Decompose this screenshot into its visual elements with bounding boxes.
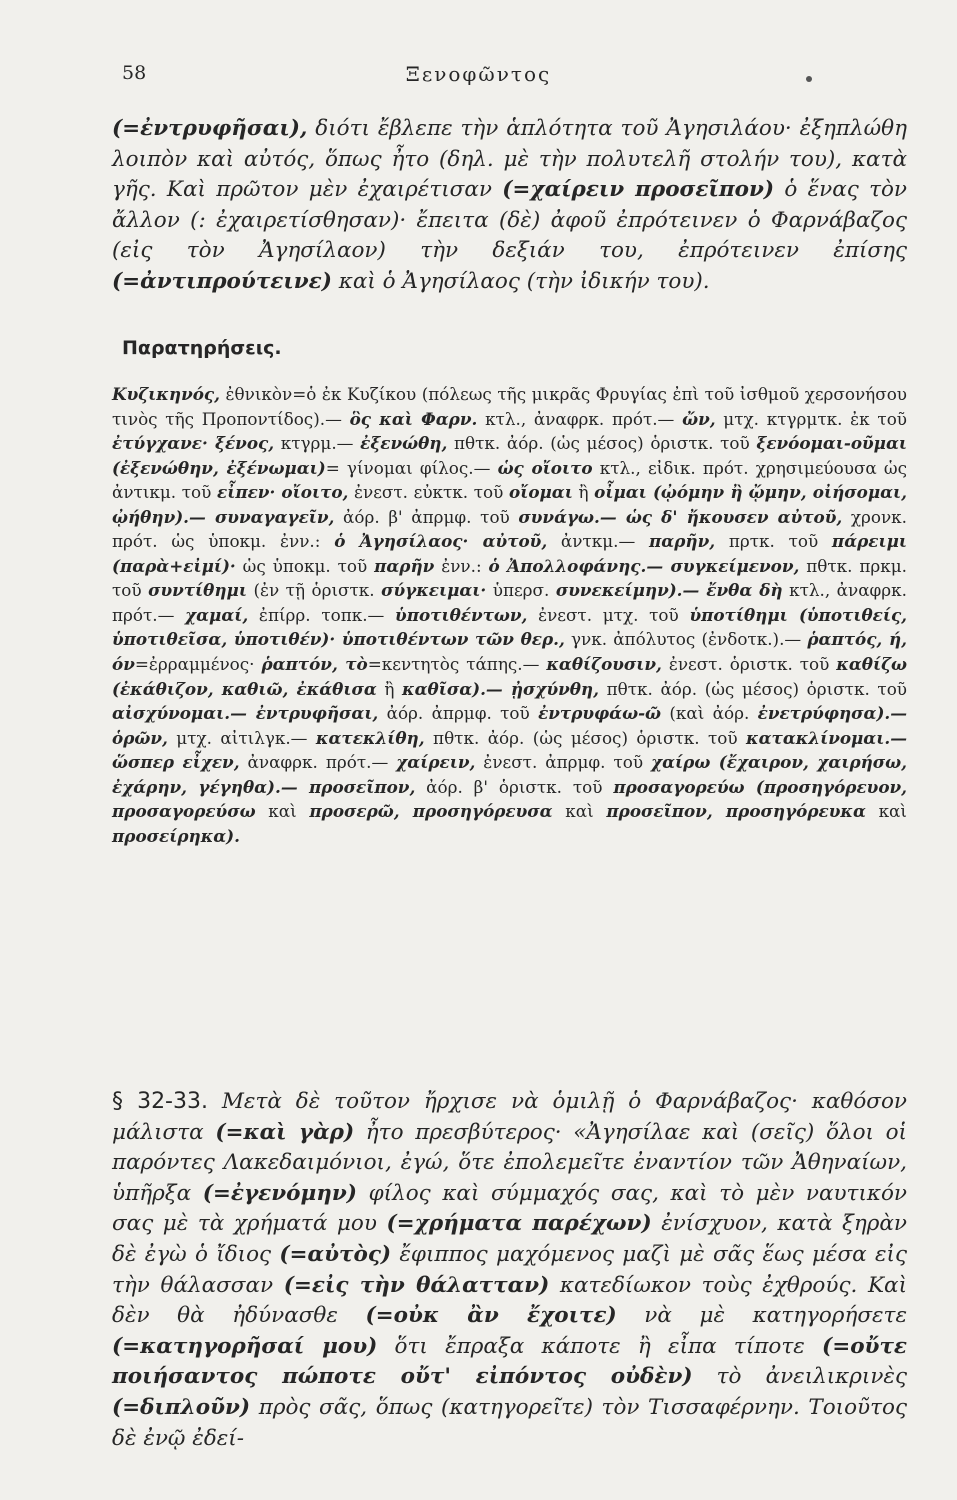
note-term: πάρειμι (παρὰ+εἰμί)·: [112, 531, 908, 576]
note-text: ἐνεστ. ὁριστκ. τοῦ: [661, 654, 837, 675]
note-text: κτγρμ.—: [274, 433, 361, 454]
note-term: ῥαπτόν, τὸ: [261, 654, 368, 675]
note-text: =ἐρραμμένος·: [134, 654, 262, 675]
note-term: ῥαπτός, ή, όν: [112, 629, 907, 675]
note-text: χρονκ. πρότ. ὡς ὑποκμ. ἐνν.:: [112, 506, 907, 552]
note-term: προσερῶ, προσηγόρευσα: [309, 801, 553, 822]
gloss: (=ἀντιπρούτεινε): [112, 268, 332, 294]
note-text: μτχ. αἰτιλγκ.—: [167, 727, 316, 748]
note-term: οἶμαι (ᾠόμην ἢ ᾤμην, οἰήσομαι, ᾠήθην).— συναγαγεῖν,: [112, 482, 908, 527]
note-term: προσείρηκα).: [112, 825, 240, 846]
ink-dot: [806, 76, 812, 82]
gloss: (=ἐντρυφῆσαι),: [112, 116, 308, 141]
note-term: χαίρειν,: [396, 752, 476, 773]
note-text: = γίνομαι φίλος.—: [325, 457, 498, 478]
note-term: ξενόομαι-οῦμαι (ἐξενώθην, ἐξένωμαι): [112, 433, 907, 478]
note-term: ὃς καὶ Φαρν.: [349, 408, 478, 429]
note-term: προσεῖπον, προσηγόρευκα: [606, 801, 866, 822]
text-run: νὰ μὲ κατηγορήσετε: [616, 1303, 907, 1329]
note-term: παρῆν,: [649, 531, 716, 552]
note-text: καὶ: [865, 801, 907, 822]
note-text: ἀναφρκ. πρότ.—: [239, 752, 397, 773]
note-text: ἀόρ. β' ἀπρμφ. τοῦ: [334, 506, 519, 527]
note-text: ἐπίρρ. τοπκ.—: [248, 604, 396, 625]
note-text: ἀόρ. β' ὁριστκ. τοῦ: [415, 776, 614, 797]
note-term: συνάγω.— ὡς δ' ἤκουσεν αὐτοῦ,: [518, 506, 843, 527]
note-text: γνκ. ἀπόλυτος (ἐνδοτκ.).—: [564, 629, 808, 650]
text-run: ἦτο πρεσβύτερος· «Ἀγησίλαε καὶ (σεῖς) ὅλοι οἱ παρόντες Λακεδαιμόνιοι, ἐγώ, ὅτε ἐπολεμεῖτε ἐναντίον τῶν Ἀθηναίων, ὑπῆρξα: [112, 1119, 907, 1206]
note-term: κατεκλίθη,: [315, 727, 425, 748]
note-text: ἀντκμ.—: [547, 531, 650, 552]
note-text: (καὶ ἀόρ.: [661, 703, 758, 724]
gloss: (=οὔτε ποιήσαντος πώποτε οὔτ' εἰπόντος οὐδὲν): [112, 1333, 907, 1390]
note-text: ὑπερσ.: [486, 580, 556, 601]
note-term: ἐτύγχανε· ξένος,: [112, 433, 275, 454]
note-term: χαίρω (ἔχαιρον, χαιρήσω, ἐχάρην, γέγηθα).— προσεῖπον,: [112, 752, 907, 797]
note-term: ἐνετρύφησα).— ὁρῶν,: [112, 703, 908, 748]
page-number: 58: [122, 62, 147, 84]
note-text: κτλ., εἰδικ. πρότ. χρησιμεύουσα ὡς ἀντικμ. τοῦ: [112, 457, 907, 503]
note-term: ὡς οἴοιτο: [497, 457, 593, 478]
note-text: ἀόρ. ἀπρμφ. τοῦ: [378, 703, 539, 724]
note-text: =κεντητὸς τάπης.—: [367, 654, 547, 675]
note-text: πθτκ. ἀόρ. (ὡς μέσος) ὁριστκ. τοῦ: [598, 678, 907, 699]
note-text: ὡς ὑποκμ. τοῦ: [235, 555, 375, 576]
note-term: σύγκειμαι·: [381, 580, 487, 601]
note-text: μτχ. κτγρμτκ. ἐκ τοῦ: [715, 408, 907, 429]
note-text: πθτκ. πρκμ. τοῦ: [112, 555, 907, 601]
note-text: ἐνεστ. εὐκτκ. τοῦ: [348, 482, 509, 503]
note-term: συντίθημι: [148, 580, 247, 601]
note-term: οἴομαι: [509, 482, 573, 503]
notes-heading: Παρατηρήσεις.: [122, 337, 282, 359]
gloss: (=οὐκ ἂν ἔχοιτε): [365, 1303, 617, 1329]
note-text: καὶ: [255, 801, 310, 822]
note-text: ἢ: [572, 482, 595, 503]
note-term: κατακλίνομαι.— ὥσπερ εἶχεν,: [112, 727, 907, 773]
note-text: πρτκ. τοῦ: [715, 531, 832, 552]
note-term: προσαγορεύω (προσηγόρευον, προσαγορεύσω: [112, 776, 907, 822]
note-term: εἶπεν· οἴοιτο,: [217, 482, 349, 503]
note-term: αἰσχύνομαι.— ἐντρυφῆσαι,: [112, 703, 379, 724]
note-text: πθτκ. ἀόρ. (ὡς μέσος) ὁριστκ. τοῦ: [424, 727, 747, 748]
note-term: Κυζικηνός,: [112, 384, 220, 404]
note-text: ἐθνικὸν=ὁ ἐκ Κυζίκου (πόλεως τῆς μικρᾶς Φρυγίας ἐπὶ τοῦ ἰσθμοῦ χερσονήσου τινὸς τῆς Προποντίδος).—: [112, 384, 907, 429]
gloss: (=καὶ γὰρ): [215, 1119, 355, 1145]
text-run: καὶ ὁ Ἀγησίλαος (τὴν ἰδικήν του).: [331, 268, 710, 294]
note-text: ἐνν.:: [434, 555, 489, 576]
text-run: ἔφιππος μαχόμενος μαζὶ μὲ σᾶς ἕως μέσα εἰς τὴν θάλασσαν: [112, 1241, 907, 1298]
text-run: κατεδίωκον τοὺς ἐχθρούς. Καὶ δὲν θὰ ἠδύνασθε: [112, 1272, 908, 1329]
text-run: τὸ ἀνειλικρινὲς: [692, 1364, 907, 1390]
section-marker: § 32-33.: [112, 1089, 208, 1114]
note-term: ἐξενώθη,: [360, 433, 448, 454]
text-run: ἐνίσχυον, κατὰ ξηρὰν δὲ ἐγὼ ὁ ἴδιος: [112, 1211, 907, 1267]
text-run: φίλος καὶ σύμμαχός σας, καὶ τὸ μὲν ναυτικόν σας μὲ τὰ χρήματά μου: [112, 1180, 907, 1237]
note-term: ὤν,: [682, 408, 716, 429]
text-run: πρὸς σᾶς, ὅπως (κατηγορεῖτε) τὸν Τισσαφέρνην. Τοιοῦτος δὲ ἐνῷ ἐδεί-: [112, 1394, 907, 1451]
gloss: (=αὐτὸς): [279, 1241, 392, 1267]
note-text: καὶ: [552, 801, 607, 822]
text-run: Μετὰ δὲ τοῦτον ἤρχισε νὰ ὁμιλῇ ὁ Φαρνάβαζος· καθόσον μάλιστα: [112, 1089, 908, 1145]
page-header: [0, 62, 957, 92]
note-term: χαμαί,: [185, 604, 249, 625]
note-text: κτλ., ἀναφρκ. πρότ.—: [112, 580, 907, 625]
note-term: παρῆν: [374, 555, 435, 576]
paragraph-section-32-33: [112, 1087, 907, 1454]
notes-body: [112, 382, 907, 848]
note-text: πθτκ. ἀόρ. (ὡς μέσος) ὁριστκ. τοῦ: [447, 433, 757, 454]
gloss: (=ἐγενόμην): [202, 1180, 357, 1206]
note-term: καθίζω (ἐκάθιζον, καθιῶ, ἐκάθισα: [112, 654, 908, 699]
paragraph-translation: [112, 114, 907, 298]
gloss: (=κατηγορῆσαί μου): [112, 1333, 378, 1359]
note-term: συνεκείμην).— ἔνθα δὴ: [555, 580, 783, 601]
note-term: ὑποτίθημι (ὑποτιθείς, ὑποτιθεῖσα, ὑποτιθέν)· ὑποτιθέντων τῶν θερ.,: [112, 604, 908, 650]
text-run: ὅτι ἔπραξα κάποτε ἢ εἶπα τίποτε: [377, 1333, 823, 1359]
note-term: ὑποτιθέντων,: [395, 604, 528, 625]
note-text: ἢ: [376, 678, 403, 699]
note-text: (ἐν τῇ ὁριστκ.: [246, 580, 382, 601]
text-run: ὁ ἕνας τὸν ἄλλον (: ἐχαιρετίσθησαν)· ἔπειτα (δὲ) ἀφοῦ ἐπρότεινεν ὁ Φαρνάβαζος (εἰς τὸν Ἀγησίλαον) τὴν δεξιάν του, ἐπρότεινεν ἐπίσης: [112, 177, 907, 264]
gloss: (=εἰς τὴν θάλατταν): [283, 1272, 550, 1298]
gloss: (=διπλοῦν): [112, 1394, 251, 1420]
note-text: ἐνεστ. ἀπρμφ. τοῦ: [475, 752, 652, 773]
note-term: καθίζουσιν,: [546, 654, 662, 675]
note-term: ἐντρυφάω-ῶ: [538, 703, 662, 724]
text-run: διότι ἔβλεπε τὴν ἁπλότητα τοῦ Ἀγησιλάου· ἐξηπλώθη λοιπὸν καὶ αὐτός, ὅπως ἦτο (δηλ. μὲ τὴν πολυτελῆ στολήν του), κατὰ γῆς. Καὶ πρῶτον μὲν ἐχαιρέτισαν: [112, 116, 907, 203]
note-term: καθῖσα).— ᾐσχύνθη,: [402, 678, 599, 699]
running-title: Ξενοφῶντος: [405, 62, 552, 86]
gloss: (=χαίρειν προσεῖπον): [502, 177, 775, 203]
note-term: ὁ Ἀπολλοφάνης.— συγκείμενον,: [488, 555, 800, 576]
note-text: κτλ., ἀναφρκ. πρότ.—: [477, 408, 683, 429]
gloss: (=χρήματα παρέχων): [386, 1211, 652, 1237]
note-term: ὁ Ἀγησίλαος· αὐτοῦ,: [334, 531, 548, 552]
note-text: ἐνεστ. μτχ. τοῦ: [527, 604, 690, 625]
